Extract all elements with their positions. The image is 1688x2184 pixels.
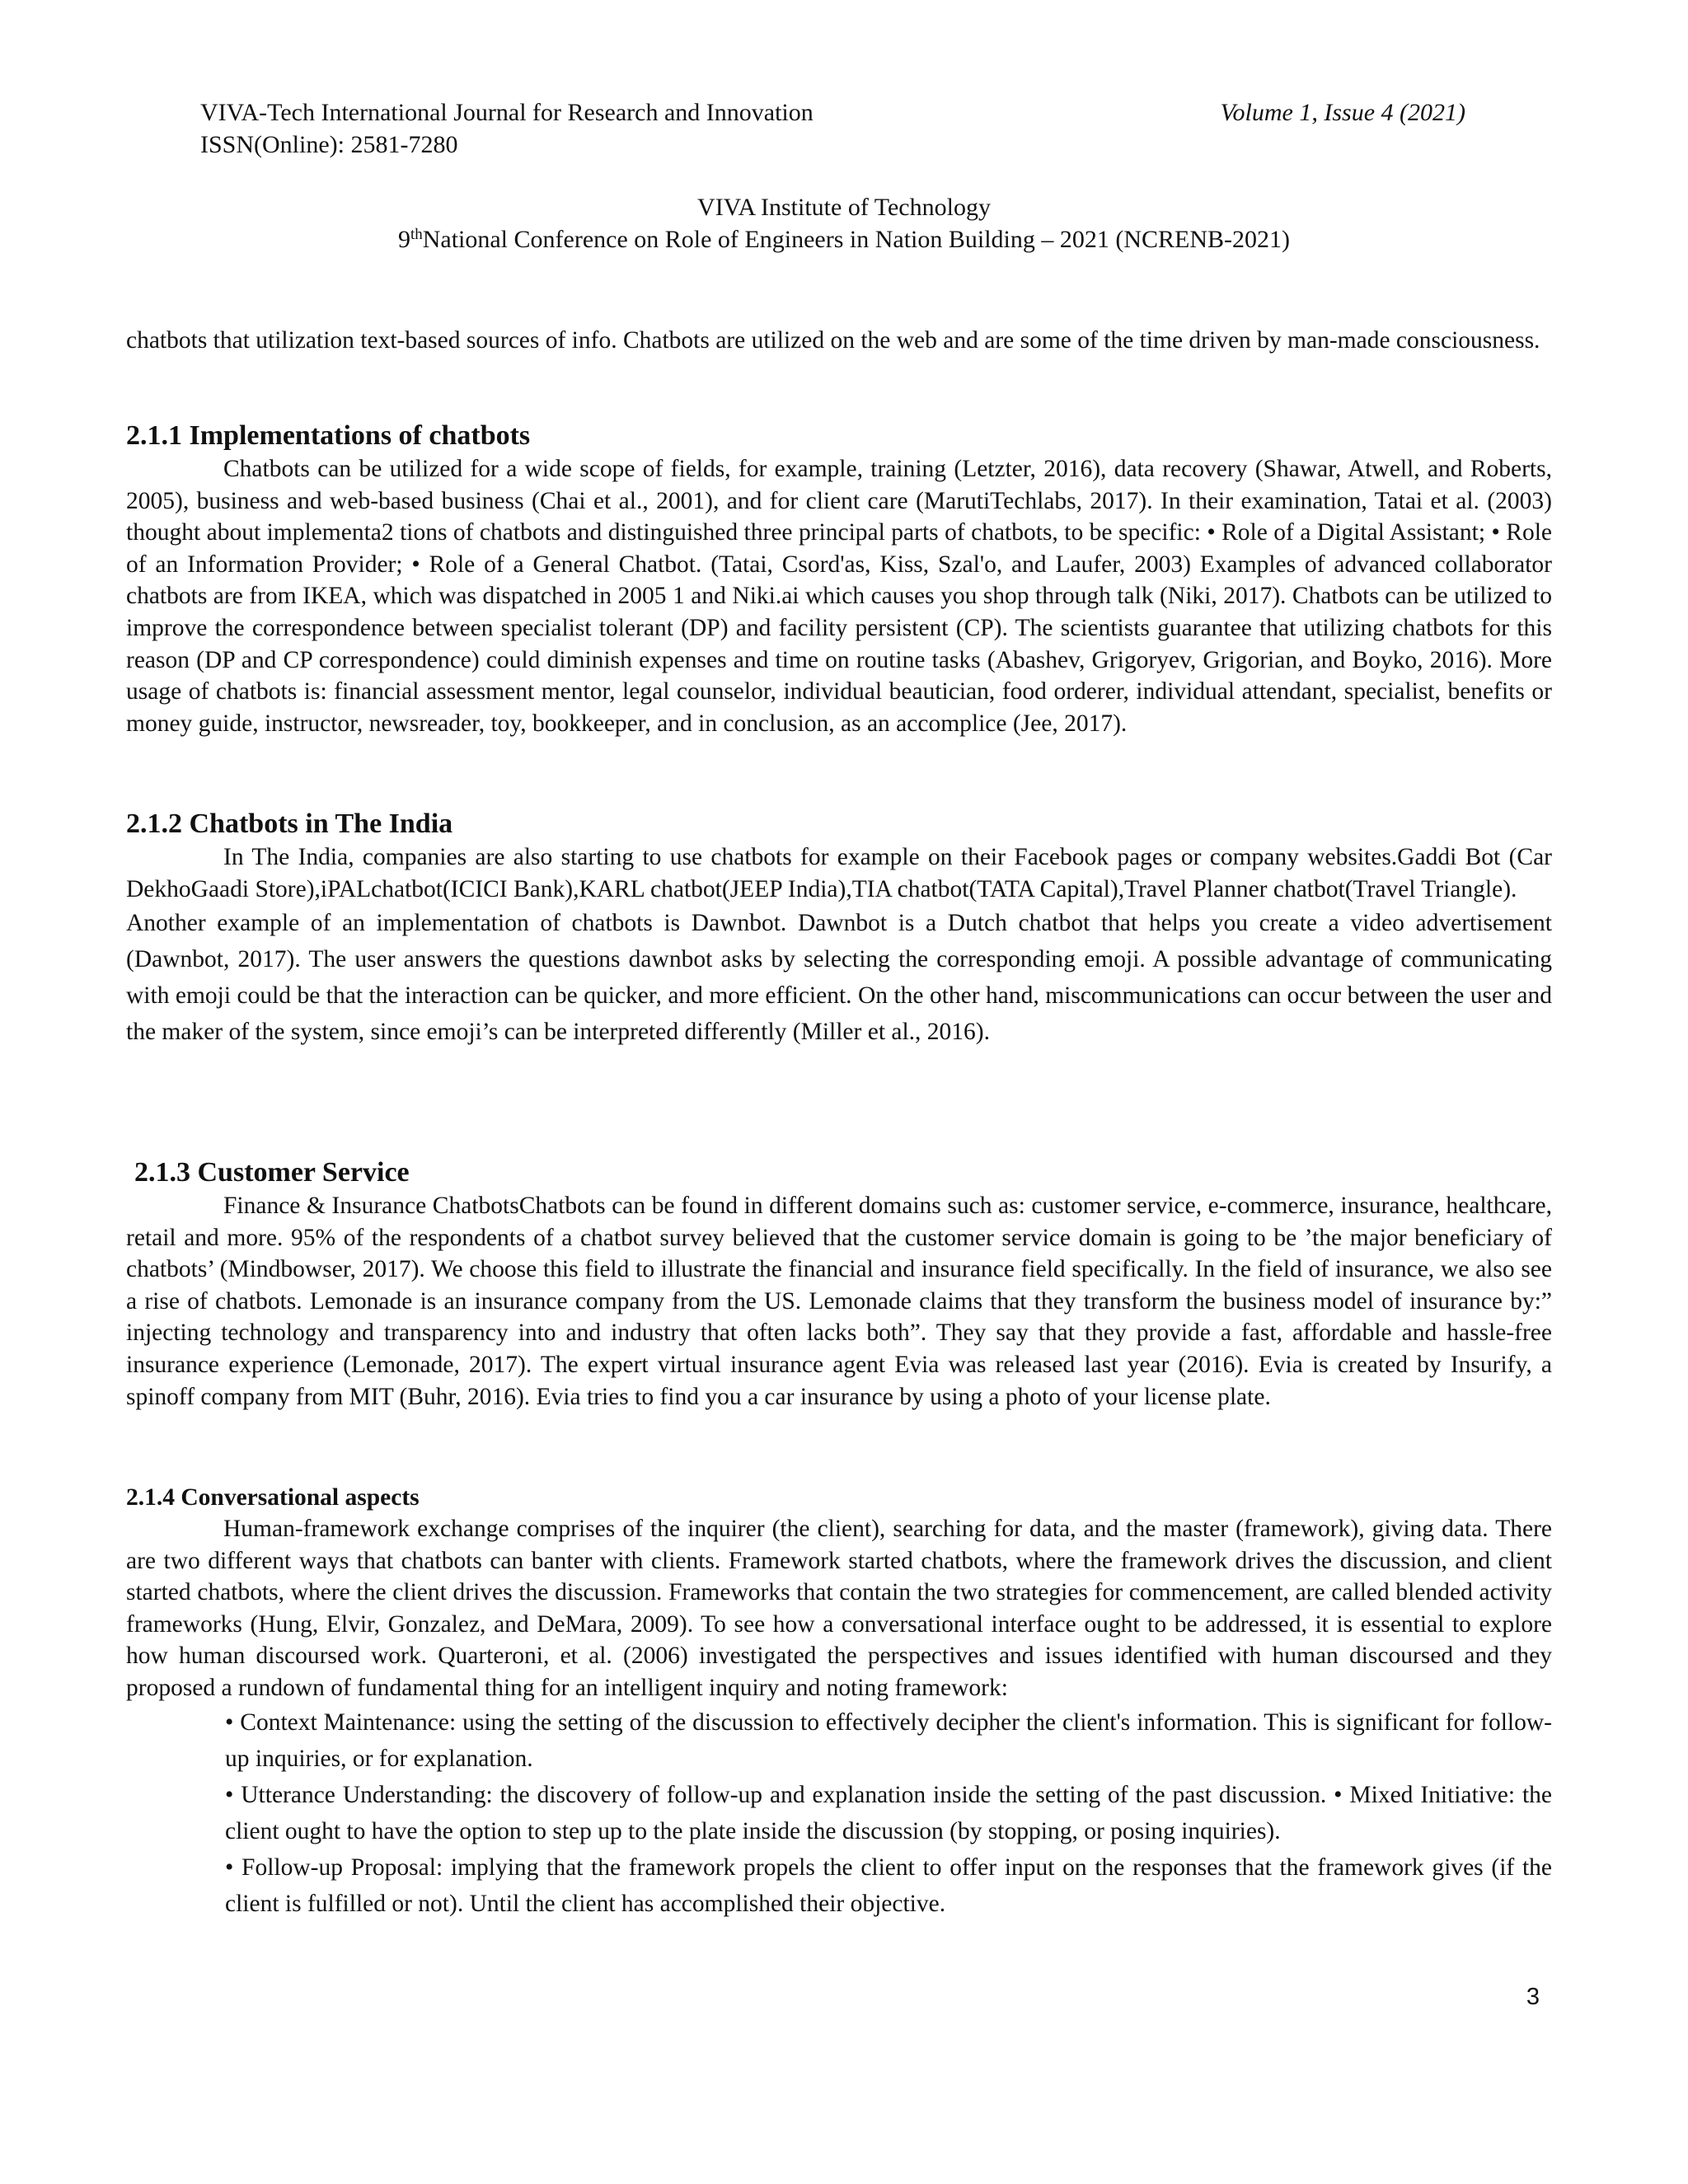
- section-heading: 2.1.1 Implementations of chatbots: [126, 420, 531, 451]
- section-2-1-3: [126, 1155, 1552, 1413]
- section-2-1-1: [126, 419, 1552, 739]
- section-heading: 2.1.4 Conversational aspects: [126, 1484, 420, 1511]
- section-2-1-2: [126, 807, 1552, 1050]
- section-paragraph: Another example of an implementation of chatbots is Dawnbot. Dawnbot is a Dutch chatbot that helps you create a video advertisement (Dawnbot, 2017). The user answers the questions dawnbot asks by selecting the corresponding emoji. A possible advantage of communicating with emoji could be that the interaction can be quicker, and more efficient. On the other hand, miscommunications can occur between the user and the maker of the system, since emoji’s can be interpreted differently (Miller et al., 2016).: [126, 910, 1552, 1046]
- journal-volume: Volume 1, Issue 4 (2021): [1220, 99, 1465, 126]
- section-heading: 2.1.2 Chatbots in The India: [126, 808, 453, 839]
- conference-number: 9: [397, 226, 410, 253]
- bullet-item: • Context Maintenance: using the setting of the discussion to effectively decipher the client's information. This is significant for follow-up inquiries, or for explanation.: [225, 1708, 1552, 1772]
- journal-issn: ISSN(Online): 2581-7280: [200, 131, 458, 158]
- section-paragraph: Human-framework exchange comprises of the inquirer (the client), searching for data, and the master (framework), giving data. There are two different ways that chatbots can banter with clients. Framework started chatbots, where the framework drives the discussion, and client started chatbots, where the client drives the discussion. Frameworks that contain the two strategies for commencement, are called blended activity frameworks (Hung, Elvir, Gonzalez, and DeMara, 2009). To see how a conversational interface ought to be addressed, it is essential to explore how human discoursed work. Quarteroni, et al. (2006) investigated the perspectives and issues identified with human discoursed and they proposed a rundown of fundamental thing for an intelligent inquiry and noting framework:: [126, 1516, 1552, 1701]
- bullet-list: [225, 1704, 1552, 1922]
- section-heading: 2.1.3 Customer Service: [134, 1157, 410, 1188]
- bullet-item: • Follow-up Proposal: implying that the framework propels the client to offer input on the responses that the framework gives (if the client is fulfilled or not). Until the client has accomplished their objective.: [225, 1854, 1552, 1917]
- section-2-1-4: [126, 1482, 1552, 1922]
- section-paragraph: In The India, companies are also starting to use chatbots for example on their Facebook pages or company websites.Gaddi Bot (Car DekhoGaadi Store),iPALchatbot(ICICI Bank),KARL chatbot(JEEP India),TIA chatbot(TATA Capital),Travel Planner chatbot(Travel Triangle).: [126, 844, 1552, 902]
- section-paragraph: Finance & Insurance ChatbotsChatbots can be found in different domains such as: customer service, e-commerce, insurance, healthcare, retail and more. 95% of the respondents of a chatbot survey believed that the customer service domain is going to be ’the major beneficiary of chatbots’ (Mindbowser, 2017). We choose this field to illustrate the financial and insurance field specifically. In the field of insurance, we also see a rise of chatbots. Lemonade is an insurance company from the US. Lemonade claims that they transform the business model of insurance by:” injecting technology and transparency into and industry that often lacks both”. They say that they provide a fast, affordable and hassle-free insurance experience (Lemonade, 2017). The expert virtual insurance agent Evia was released last year (2016). Evia is created by Insurify, a spinoff company from MIT (Buhr, 2016). Evia tries to find you a car insurance by using a photo of your license plate.: [126, 1193, 1552, 1410]
- conference-title: [0, 224, 1688, 255]
- bullet-item: • Utterance Understanding: the discovery of follow-up and explanation inside the setting of the past discussion. • Mixed Initiative: the client ought to have the option to step up to the plate inside the discussion (by stopping, or posing inquiries).: [225, 1781, 1552, 1844]
- intro-block: [126, 325, 1552, 357]
- intro-paragraph: chatbots that utilization text-based sources of info. Chatbots are utilized on the web and are some of the time driven by man-made consciousness.: [126, 327, 1540, 354]
- conference-name: National Conference on Role of Engineers in Nation Building – 2021 (NCRENB-2021): [422, 226, 1291, 253]
- institute-name: VIVA Institute of Technology: [697, 194, 991, 221]
- page-number: 3: [1526, 1984, 1540, 2010]
- journal-title: VIVA-Tech International Journal for Research and Innovation: [200, 99, 814, 126]
- section-paragraph: Chatbots can be utilized for a wide scope of fields, for example, training (Letzter, 2016), data recovery (Shawar, Atwell, and Roberts, 2005), business and web-based business (Chai et al., 2001), and for client care (MarutiTechlabs, 2017). In their examination, Tatai et al. (2003) thought about implementa2 tions of chatbots and distinguished three principal parts of chatbots, to be specific: • Role of a Digital Assistant; • Role of an Information Provider; • Role of a General Chatbot. (Tatai, Csord'as, Kiss, Szal'o, and Laufer, 2003) Examples of advanced collaborator chatbots are from IKEA, which was dispatched in 2005 1 and Niki.ai which causes you shop through talk (Niki, 2017). Chatbots can be utilized to improve the correspondence between specialist tolerant (DP) and facility persistent (CP). The scientists guarantee that utilizing chatbots for this reason (DP and CP correspondence) could diminish expenses and time on routine tasks (Abashev, Grigoryev, Grigorian, and Boyko, 2016). More usage of chatbots is: financial assessment mentor, legal counselor, individual beautician, food orderer, individual attendant, specialist, benefits or money guide, instructor, newsreader, toy, bookkeeper, and in conclusion, as an accomplice (Jee, 2017).: [126, 456, 1552, 737]
- conference-ordinal: th: [410, 226, 423, 243]
